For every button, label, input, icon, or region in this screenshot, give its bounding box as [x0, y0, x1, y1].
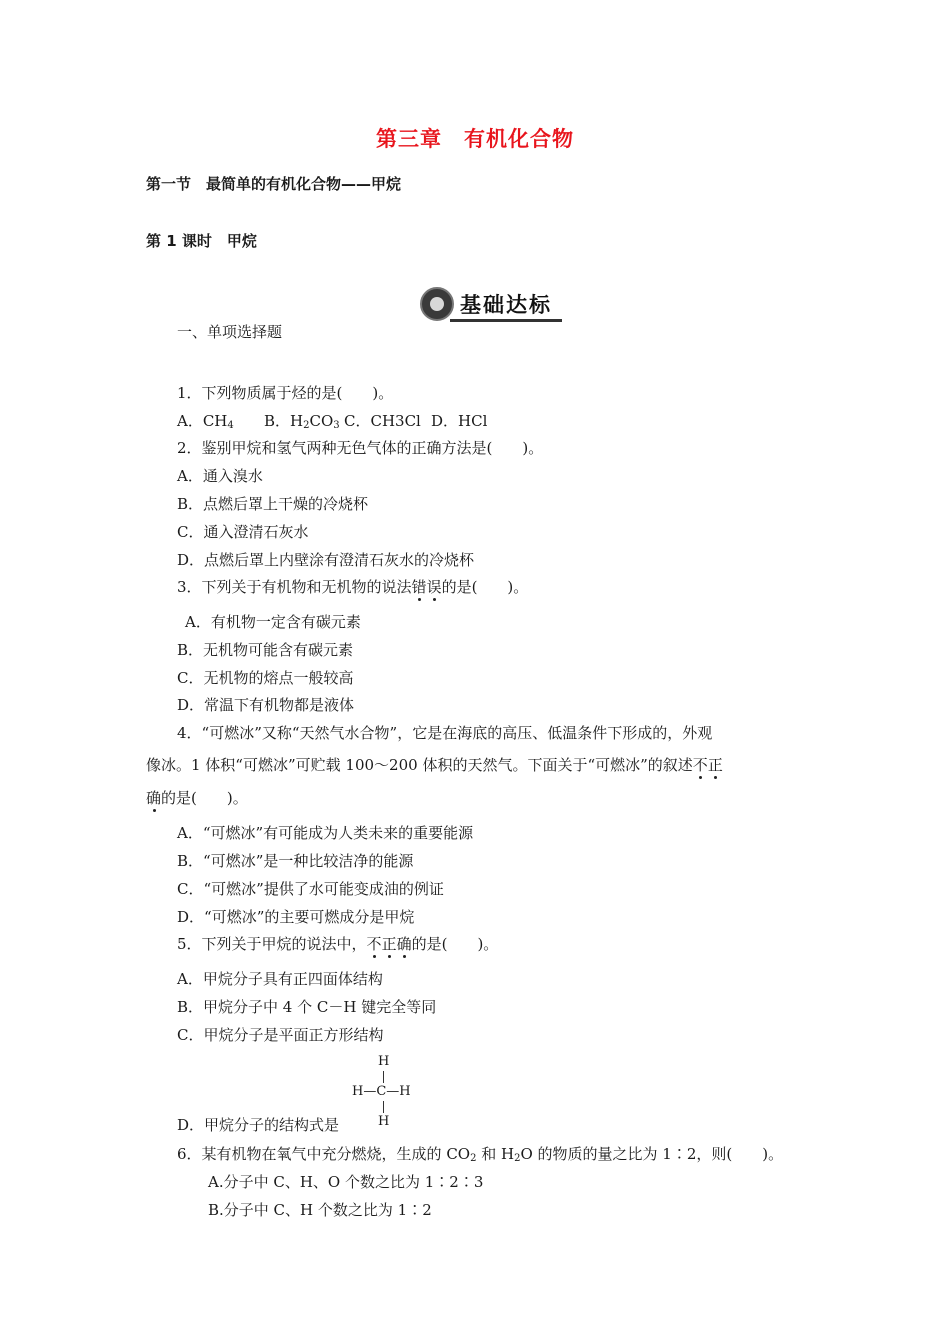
section-title: 第一节 最简单的有机化合物——甲烷: [146, 175, 402, 193]
q4-option-a: A．“可燃冰”有可能成为人类未来的重要能源: [177, 824, 474, 842]
emphasis-mark: 确: [146, 789, 162, 807]
emphasis-mark: 不: [366, 935, 382, 953]
methane-formula-middle: H—C—H: [352, 1084, 411, 1099]
q6-option-b: B.分子中 C、H 个数之比为 1∶2: [208, 1201, 432, 1219]
q3-option-b: B．无机物可能含有碳元素: [177, 641, 354, 659]
emphasis-mark: 错: [411, 578, 427, 596]
lesson-title: 第 1 课时 甲烷: [146, 232, 257, 250]
q3-option-d: D．常温下有机物都是液体: [177, 696, 355, 714]
q3-option-a: A．有机物一定含有碳元素: [185, 613, 361, 631]
q6-option-a: A.分子中 C、H、O 个数之比为 1∶2∶3: [208, 1173, 484, 1191]
q4-option-d: D．“可燃冰”的主要可燃成分是甲烷: [177, 908, 415, 926]
q1-stem: 1．下列物质属于烃的是( )。: [177, 384, 394, 402]
emphasis-mark: 正: [381, 935, 397, 953]
q2-option-a: A．通入溴水: [177, 467, 263, 485]
banner: [420, 287, 562, 323]
q2-stem: 2．鉴别甲烷和氢气两种无色气体的正确方法是( )。: [177, 439, 544, 457]
banner-label: 基础达标: [460, 293, 552, 317]
emphasis-mark: 确: [396, 935, 412, 953]
q5-option-d: D．甲烷分子的结构式是: [177, 1116, 340, 1134]
methane-formula-bond-down: [383, 1101, 384, 1113]
q5-option-b: B．甲烷分子中 4 个 C－H 键完全等同: [177, 998, 437, 1016]
q2-option-d: D．点燃后罩上内壁涂有澄清石灰水的冷烧杯: [177, 551, 475, 569]
q6-stem: 6．某有机物在氧气中充分燃烧，生成的 $CO_2$ 和 $H_2O$ 的物质的量之比为 1∶2，则( )。: [177, 1145, 784, 1164]
q4-option-b: B．“可燃冰”是一种比较洁净的能源: [177, 852, 414, 870]
q4-stem-line3: 确的是( )。: [146, 789, 248, 807]
q4-stem-line1: 4．“可燃冰”又称“天然气水合物”，它是在海底的高压、低温条件下形成的，外观: [177, 724, 713, 742]
emphasis-mark: 误: [426, 578, 442, 596]
banner-underline: [450, 319, 562, 322]
q4-option-c: C．“可燃冰”提供了水可能变成油的例证: [177, 880, 444, 898]
emphasis-mark: 不: [692, 756, 708, 774]
methane-formula-bottom-h: H: [378, 1114, 390, 1129]
q3-option-c: C．无机物的熔点一般较高: [177, 669, 354, 687]
q1-option-b: B．$H_2CO_3$: [264, 412, 340, 431]
methane-formula-bond-up: [383, 1071, 384, 1083]
q5-option-a: A．甲烷分子具有正四面体结构: [177, 970, 383, 988]
q5-option-c: C．甲烷分子是平面正方形结构: [177, 1026, 384, 1044]
q5-stem: 5．下列关于甲烷的说法中，不正确的是( )。: [177, 935, 499, 953]
q3-stem: 3．下列关于有机物和无机物的说法错误的是( )。: [177, 578, 529, 596]
methane-formula-top-h: H: [378, 1054, 390, 1069]
chapter-title: 第三章 有机化合物: [376, 127, 574, 151]
part-title: 一、单项选择题: [177, 323, 283, 341]
q2-option-b: B．点燃后罩上干燥的冷烧杯: [177, 495, 369, 513]
q2-option-c: C．通入澄清石灰水: [177, 523, 309, 541]
emphasis-mark: 正: [707, 756, 723, 774]
q4-stem-line2: 像冰。1 体积“可燃冰”可贮载 100～200 体积的天然气。下面关于“可燃冰”的叙述不正: [146, 756, 723, 774]
q1-option-a: A．$CH_4$: [177, 412, 234, 431]
banner-emblem-icon: [420, 287, 454, 321]
q1-option-d: D．HCl: [431, 412, 488, 430]
q1-option-c: C．CH3Cl: [344, 412, 421, 430]
